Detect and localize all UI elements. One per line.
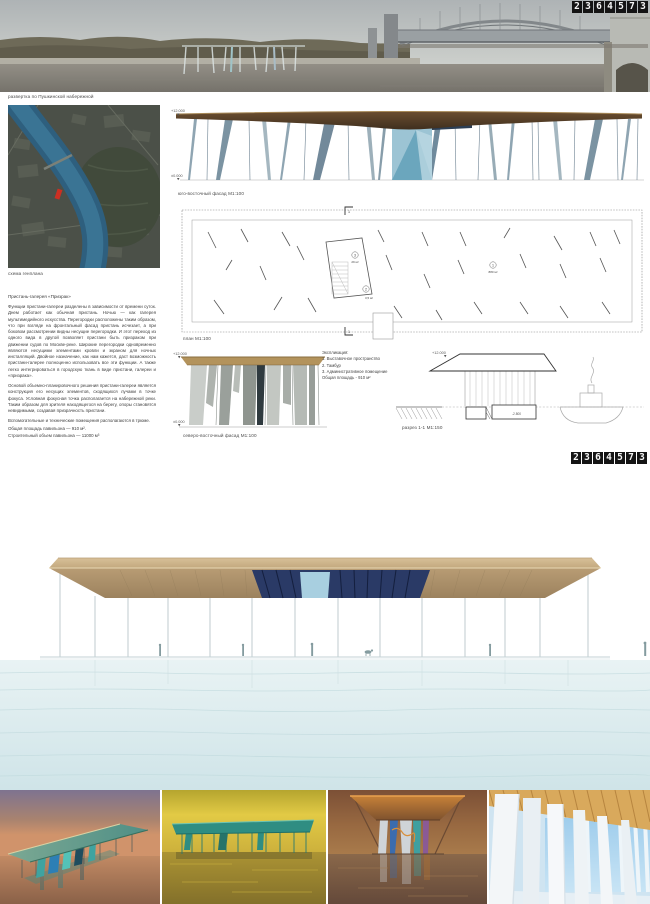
- bridge-reflection: [398, 44, 648, 48]
- render-water: [0, 660, 650, 790]
- thumb4-art: [489, 790, 650, 904]
- badge-digit: 2: [571, 452, 581, 464]
- site-plan-map: [8, 105, 160, 268]
- elevation-marks: [171, 109, 185, 180]
- competition-number-badge-2: [571, 452, 647, 464]
- plan-outer-boundary: [182, 210, 642, 332]
- legend-total: Общая площадь - 910 м²: [322, 375, 371, 381]
- thumbnail-render-gold: [162, 790, 326, 904]
- river-water: [0, 64, 650, 92]
- description-paragraph: Основой объемно-планировочного решения пристани-галереи является конструкция его несущих элементов, сходящихся лучами в точке фокуса. Условная фокусная точка располагается на набережной реки. Таким образом для зрителя находящегося на берегу, опоры становятся невидимыми, создавая призрачность пристани.: [8, 383, 156, 413]
- main-render-art: [0, 488, 650, 790]
- svg-text:29 м²: 29 м²: [351, 260, 359, 264]
- svg-text:3,5 м²: 3,5 м²: [364, 296, 374, 300]
- thumbnail-render-interior: [489, 790, 650, 904]
- city-tower: [368, 28, 377, 58]
- svg-text:+12.000: +12.000: [171, 109, 185, 113]
- roof-center-glass: [300, 572, 330, 598]
- svg-text:2: 2: [365, 287, 367, 292]
- section-hull: [466, 405, 536, 419]
- embankment-panorama-photo: [0, 0, 650, 92]
- project-title: Пристань-галерея «Призрак»: [8, 294, 71, 299]
- thumbnail-render-sunset: [0, 790, 160, 904]
- embankment-wall: [0, 58, 420, 64]
- legend-item: 3. Административное помещение: [322, 368, 388, 374]
- description-paragraph: Вспомогательные и технические помещения располагаются в трюме.: [8, 418, 151, 424]
- badge-digit: 6: [593, 452, 603, 464]
- competition-number-badge: [572, 1, 648, 13]
- facade-ne-drawing: [173, 349, 333, 433]
- thumb3-art: [328, 790, 487, 904]
- panorama-caption: развертка по Пушкинской набережной: [8, 94, 94, 99]
- legend-item: 2. Тамбур: [322, 362, 341, 368]
- svg-text:-2.800: -2.800: [512, 412, 522, 416]
- section-art: [394, 349, 646, 429]
- svg-text:1: 1: [348, 330, 350, 334]
- badge-digit: 6: [594, 1, 604, 13]
- floor-plan-drawing: [178, 202, 648, 350]
- badge-digit: 3: [583, 1, 593, 13]
- render-roof: [49, 558, 601, 598]
- svg-text:3: 3: [354, 253, 356, 258]
- svg-text:±0.000: ±0.000: [173, 420, 185, 424]
- section-caption: разрез 1-1 М1:150: [402, 425, 443, 430]
- facade-se-caption: юго-восточный фасад М1:100: [178, 191, 244, 196]
- plan-partitions: [208, 228, 620, 320]
- facade-ne-art: [173, 349, 333, 433]
- section-columns: [465, 371, 535, 406]
- plan-caption: план М1:100: [183, 336, 211, 341]
- thumbnail-render-dusk: [328, 790, 487, 904]
- legend-item: 1. Выставочное пространство: [322, 356, 380, 362]
- section-drawing: [394, 349, 646, 429]
- facade-roof: [176, 112, 642, 130]
- badge-digit: 7: [627, 1, 637, 13]
- svg-text:+12.000: +12.000: [432, 351, 446, 355]
- main-render: [0, 488, 650, 790]
- section-ground-hatch: [396, 407, 442, 419]
- plan-art: [178, 202, 648, 350]
- svg-text:880 м²: 880 м²: [488, 270, 498, 274]
- ghost-boat: [560, 357, 623, 423]
- thumb1-art: [0, 790, 160, 904]
- plan-gangway: [373, 313, 393, 339]
- legend-title: Экспликация:: [322, 350, 349, 355]
- badge-digit: 4: [605, 1, 615, 13]
- project-description: [8, 294, 156, 443]
- map-art: [8, 105, 160, 268]
- facade-se-art: [170, 104, 648, 188]
- room-legend: [322, 350, 404, 381]
- thumb2-art: [162, 790, 326, 904]
- facade-ne-caption: северо-восточный фасад М1:100: [183, 433, 257, 438]
- section-roof: [430, 354, 556, 371]
- svg-text:±0.000: ±0.000: [171, 174, 183, 178]
- badge-digit: 5: [615, 452, 625, 464]
- svg-text:1: 1: [348, 210, 350, 214]
- svg-text:1: 1: [492, 263, 494, 268]
- badge-digit: 5: [616, 1, 626, 13]
- description-paragraph: Строительный объем павильона — 11000 м³: [8, 432, 100, 438]
- facade-central-glass: [388, 122, 472, 180]
- siteplan-caption: схема генплана: [8, 271, 43, 276]
- badge-digit: 2: [572, 1, 582, 13]
- description-paragraph: Функции пристани-галереи разделены в зависимости от времени суток. Днем работает как обычная пристань. Ночью — как галерея мультимедийного искусства. Перегородки расположены таким образом, что при взгляде на фронтальный фасад пристань исчезает, а при боковом рассмотрении видны несущие перегородки. И этот переход из одного вида в другой позволяет пристани быть призраком при движении судов по Москве-реке. Широкие перегородки одновременно являются несущими элементами кровли и экраном для ночных инсталляций. Двойное назначение, как нам кажется, даст возможность пристани-галерее полноценно использовать все эти функции. А также легко интегрироваться в городскую ткань в виде пристани, галереи и «призрака».: [8, 304, 156, 378]
- badge-digit: 4: [604, 452, 614, 464]
- ne-partitions: [189, 365, 319, 425]
- description-paragraph: Общая площадь павильона — 910 м².: [8, 425, 86, 431]
- ne-roof: [181, 357, 325, 365]
- panorama-art: [0, 0, 650, 92]
- badge-digit: 3: [582, 452, 592, 464]
- badge-digit: 3: [638, 1, 648, 13]
- city-tower-tall: [384, 14, 398, 58]
- badge-digit: 3: [637, 452, 647, 464]
- facade-se-drawing: [170, 104, 648, 188]
- plan-inner-boundary: [192, 220, 632, 322]
- thumbnail-strip: [0, 790, 650, 904]
- badge-digit: 7: [626, 452, 636, 464]
- t2-reflection: [176, 852, 312, 859]
- elevation-marks: [173, 352, 187, 426]
- svg-text:+12.000: +12.000: [173, 352, 187, 356]
